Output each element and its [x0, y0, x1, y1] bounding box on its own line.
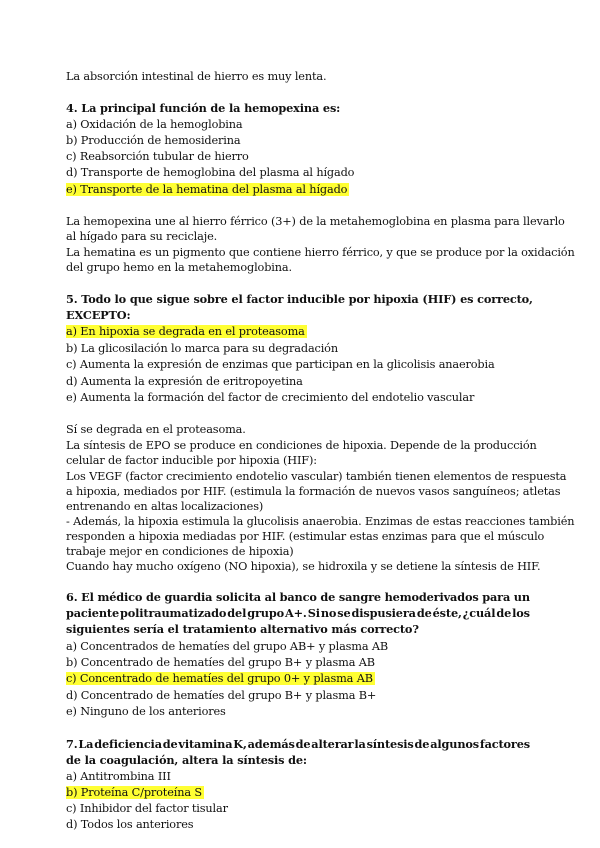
word: de: [496, 606, 512, 620]
q5-option-a-correct: [66, 324, 307, 339]
word: médico: [97, 590, 143, 604]
q5-explanation-line: entrenando en altas localizaciones): [66, 500, 264, 513]
word: vitamina: [178, 737, 233, 751]
q4-option-b: b) Producción de hemosiderina: [66, 134, 241, 147]
q5-explanation-line: celular de factor inducible por hipoxia (HIF):: [66, 454, 317, 467]
q5-option-c: c) Aumenta la expresión de enzimas que participan en la glicolisis anaerobia: [66, 358, 495, 371]
q5-explanation-line: La síntesis de EPO se produce en condiciones de hipoxia. Depende de la producción: [66, 439, 537, 452]
word: de: [320, 590, 336, 604]
word: para: [482, 590, 511, 604]
q4-explanation-line: del grupo hemo en la metahemoglobina.: [66, 261, 292, 274]
word: de: [162, 737, 178, 751]
question-6-title-line3: siguientes sería el tratamiento alternativo más correcto?: [66, 622, 419, 636]
q4-explanation-line: al hígado para su reciclaje.: [66, 230, 218, 243]
word: factores: [479, 737, 530, 751]
word: ¿cuál: [462, 606, 496, 620]
q6-option-e: e) Ninguno de los anteriores: [66, 705, 226, 718]
word: síntesis: [366, 737, 414, 751]
word: hemoderivados: [384, 590, 479, 604]
word: de: [416, 606, 432, 620]
question-5-title-line1: 5. Todo lo que sigue sobre el factor inducible por hipoxia (HIF) es correcto,: [66, 292, 533, 306]
word: de: [414, 737, 430, 751]
word: los: [512, 606, 530, 620]
question-5-title-line2: EXCEPTO:: [66, 308, 131, 322]
word: 6.: [66, 590, 78, 604]
word: alterar: [311, 737, 354, 751]
word: La: [78, 737, 94, 751]
question-7-title-line2: de la coagulación, altera la síntesis de:: [66, 753, 307, 767]
word: del: [227, 606, 247, 620]
word: grupo: [247, 606, 284, 620]
word: de: [295, 737, 311, 751]
word: un: [513, 590, 530, 604]
q7-option-d: d) Todos los anteriores: [66, 818, 194, 831]
q5-explanation-line: a hipoxia, mediados por HIF. (estimula la formación de nuevos vasos sanguíneos; atletas: [66, 485, 561, 498]
q5-explanation-line: Sí se degrada en el proteasoma.: [66, 423, 246, 436]
word: dispusiera: [351, 606, 416, 620]
q6-option-c-correct: [66, 671, 375, 686]
highlight: c) Concentrado de hematíes del grupo 0+ y plasma AB: [66, 672, 373, 685]
word: éste,: [432, 606, 462, 620]
word: además: [247, 737, 295, 751]
word: A+.: [284, 606, 307, 620]
question-6-title-line1: [66, 590, 530, 605]
q5-option-d: d) Aumenta la expresión de eritropoyetina: [66, 375, 303, 388]
q5-explanation-line: Cuando hay mucho oxígeno (NO hipoxia), se hidroxila y se detiene la síntesis de HIF.: [66, 560, 541, 573]
word: sangre: [338, 590, 381, 604]
highlight: e) Transporte de la hematina del plasma al hígado: [66, 183, 348, 196]
word: K,: [233, 737, 247, 751]
word: se: [337, 606, 351, 620]
word: 7.: [66, 737, 78, 751]
question-4-title: 4. La principal función de la hemopexina es:: [66, 101, 341, 115]
q7-option-b-correct: [66, 785, 204, 800]
q4-option-e-correct: [66, 182, 349, 197]
q7-option-a: a) Antitrombina III: [66, 770, 171, 783]
q4-option-a: a) Oxidación de la hemoglobina: [66, 118, 243, 131]
word: El: [81, 590, 94, 604]
word: al: [264, 590, 276, 604]
word: guardia: [164, 590, 213, 604]
q6-option-a: a) Concentrados de hematíes del grupo AB+ y plasma AB: [66, 640, 389, 653]
question-7-title-line1: [66, 737, 530, 752]
q5-explanation-line: Los VEGF (factor crecimiento endotelio vascular) también tienen elementos de respuesta: [66, 470, 567, 483]
word: no: [320, 606, 337, 620]
q4-explanation-line: La hematina es un pigmento que contiene hierro férrico, y que se produce por la oxidación: [66, 246, 575, 259]
q5-explanation-line: responden a hipoxia mediadas por HIF. (estimular estas enzimas para que el músculo: [66, 530, 545, 543]
q4-explanation-line: La hemopexina une al hierro férrico (3+) de la metahemoglobina en plasma para llevarlo: [66, 215, 565, 228]
q4-option-d: d) Transporte de hemoglobina del plasma al hígado: [66, 166, 355, 179]
word: de: [145, 590, 161, 604]
q4-option-c: c) Reabsorción tubular de hierro: [66, 150, 249, 163]
word: paciente: [66, 606, 119, 620]
word: Si: [307, 606, 320, 620]
highlight: b) Proteína C/proteína S: [66, 786, 202, 799]
q6-option-b: b) Concentrado de hematíes del grupo B+ y plasma AB: [66, 656, 375, 669]
word: politraumatizado: [120, 606, 227, 620]
question-6-title-line2: [66, 606, 530, 621]
word: la: [354, 737, 366, 751]
word: banco: [279, 590, 317, 604]
q5-option-e: e) Aumenta la formación del factor de crecimiento del endotelio vascular: [66, 391, 475, 404]
word: algunos: [430, 737, 479, 751]
highlight: a) En hipoxia se degrada en el proteasoma: [66, 325, 305, 338]
word: deficiencia: [94, 737, 162, 751]
q7-option-c: c) Inhibidor del factor tisular: [66, 802, 228, 815]
q5-explanation-line: trabaje mejor en condiciones de hipoxia): [66, 545, 294, 558]
intro-text: La absorción intestinal de hierro es muy lenta.: [66, 70, 327, 83]
q5-explanation-line: - Además, la hipoxia estimula la glucolisis anaerobia. Enzimas de estas reacciones también: [66, 515, 575, 528]
word: solicita: [215, 590, 261, 604]
q5-option-b: b) La glicosilación lo marca para su degradación: [66, 342, 338, 355]
q6-option-d: d) Concentrado de hematíes del grupo B+ y plasma B+: [66, 689, 377, 702]
